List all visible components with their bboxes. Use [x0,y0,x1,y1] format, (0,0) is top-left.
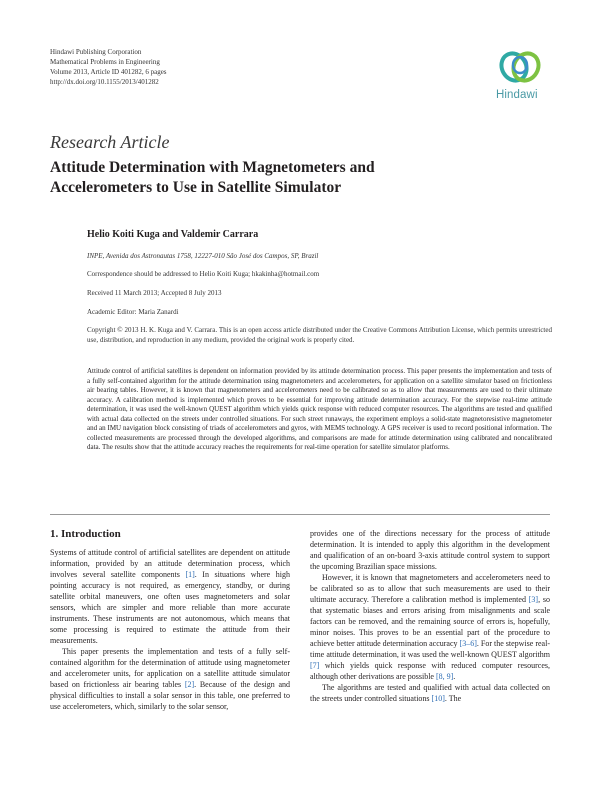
title-line-1: Attitude Determination with Magnetometers and [50,159,375,176]
section-heading: 1. Introduction [50,528,121,540]
header-publisher: Hindawi Publishing Corporation [50,48,142,56]
header-journal: Mathematical Problems in Engineering [50,58,160,66]
citation-link[interactable]: [7] [310,661,320,670]
text-run: . Because of the design and physical difficulties to install a solar sensor in this table, one preferred to use accelerometers, which, similarly to the solar sensor, [50,680,290,711]
correspondence: Correspondence should be addressed to Helio Koiti Kuga; hkakinha@hotmail.com [87,270,320,278]
text-run: . [453,672,456,681]
text-run: . For the stepwise real-time attitude determination, it was used the well-known QUEST algorithm [310,639,550,659]
text-run: This paper presents the implementation and tests of a fully self-contained algorithm for the determination of attitude using magnetometer and accelerometer units, for application on a satellite attitude simulator based on frictionless air bearing tables [50,647,290,689]
text-run: However, it is known that magnetometers and accelerometers need to be calibrated so as to allow that such measurements are used to their ultimate accuracy. Therefore a calibration method is implemented [310,573,550,604]
header-volume: Volume 2013, Article ID 401282, 6 pages [50,68,167,76]
section-divider [50,514,550,515]
hindawi-logo [490,45,550,107]
abstract: Attitude control of artificial satellites is dependent on information provided by its attitude determination process. This paper presents the implementation and tests of a fully self-contained algorithm for the attitude determination using magnetometers and accelerometers, for application on a satellite simulator based on frictionless air bearing tables. However, it is known that magnetometers and accelerometers need to be calibrated so as to allow that measurements are used to their ultimate accuracy. A calibration method is implemented which proves to be essential for improving attitude determination accuracy. For the stepwise real-time attitude determination, it was used the well-known QUEST algorithm which yields quick response with reduced computer resources. The algorithms are tested and qualified with actual data collected on the streets under controlled situations. For such street runaways, the experiment employs a solid-state magnetoresistive magnetometer and an IMU navigation block consisting of triads of accelerometers and gyros, with MEMS technology. A GPS receiver is used to record positional information. The collected measurements are processed through the developed algorithms, and comparisons are made for attitude determination using calibrated and noncalibrated data. The results show that the attitude accuracy reaches the requirements for real-time operation for satellite simulator platforms. [87,367,552,451]
paragraph [310,572,550,682]
text-run: . In situations where high pointing accuracy is not required, as emergency, standby, or during satellite orbital maneuvers, one often uses magnetometers and solar sensors, which are simpler and more reliable than more accurate instruments. These instruments are not autonomous, which means that some processing is required to estimate the attitude from their measurements. [50,570,290,645]
citation-link[interactable]: [8, 9] [435,672,454,681]
text-run: Systems of attitude control of artificial satellites are dependent on attitude information, provided by an attitude determination process, which involves several satellite components [50,548,290,579]
hindawi-logo-icon [490,45,550,89]
citation-link[interactable]: [10] [431,694,445,703]
text-run: The algorithms are tested and qualified with actual data collected on the streets under controlled situations [310,683,550,703]
paragraph [50,646,290,712]
authors: Helio Koiti Kuga and Valdemir Carrara [87,229,259,240]
hindawi-logo-text: Hindawi [496,89,538,101]
left-column [50,547,290,712]
copyright-notice: Copyright © 2013 H. K. Kuga and V. Carrara. This is an open access article distributed under the Creative Commons Attribution License, which permits unrestricted use, distribution, and reproduction in any medium, provided the original work is properly cited. [87,326,552,344]
citation-link[interactable]: [1] [185,570,195,579]
text-run: , so that systematic biases and errors arising from misalignments and scale factors can be removed, and the remaining source of errors is, hopefully, minor noises. This proves to be an essential part of the procedure to achieve better attitude determination accuracy [310,595,550,648]
affiliation: INPE, Avenida dos Astronautas 1758, 12227-010 São José dos Campos, SP, Brazil [87,252,319,260]
citation-link[interactable]: [3–6] [459,639,477,648]
header-doi[interactable]: http://dx.doi.org/10.1155/2013/401282 [50,78,159,86]
received-dates: Received 11 March 2013; Accepted 8 July 2013 [87,289,222,297]
journal-header [50,47,167,87]
paragraph: provides one of the directions necessary for the process of attitude determination. It is intended to apply this algorithm in the development and qualification of an on-board 3-axis attitude control system to support the upcoming Brazilian space missions. [310,529,550,571]
paragraph [310,682,550,704]
citation-link[interactable]: [3] [528,595,539,604]
article-type: Research Article [50,132,170,152]
title-line-2: Accelerometers to Use in Satellite Simulator [50,179,342,196]
paper-title [50,158,550,198]
paragraph [50,547,290,646]
citation-link[interactable]: [2] [184,680,195,689]
academic-editor: Academic Editor: Maria Zanardi [87,308,179,316]
right-column [310,528,550,704]
text-run: which yields quick response with reduced computer resources, although other derivations are possible [310,661,550,681]
text-run: . The [444,694,462,703]
